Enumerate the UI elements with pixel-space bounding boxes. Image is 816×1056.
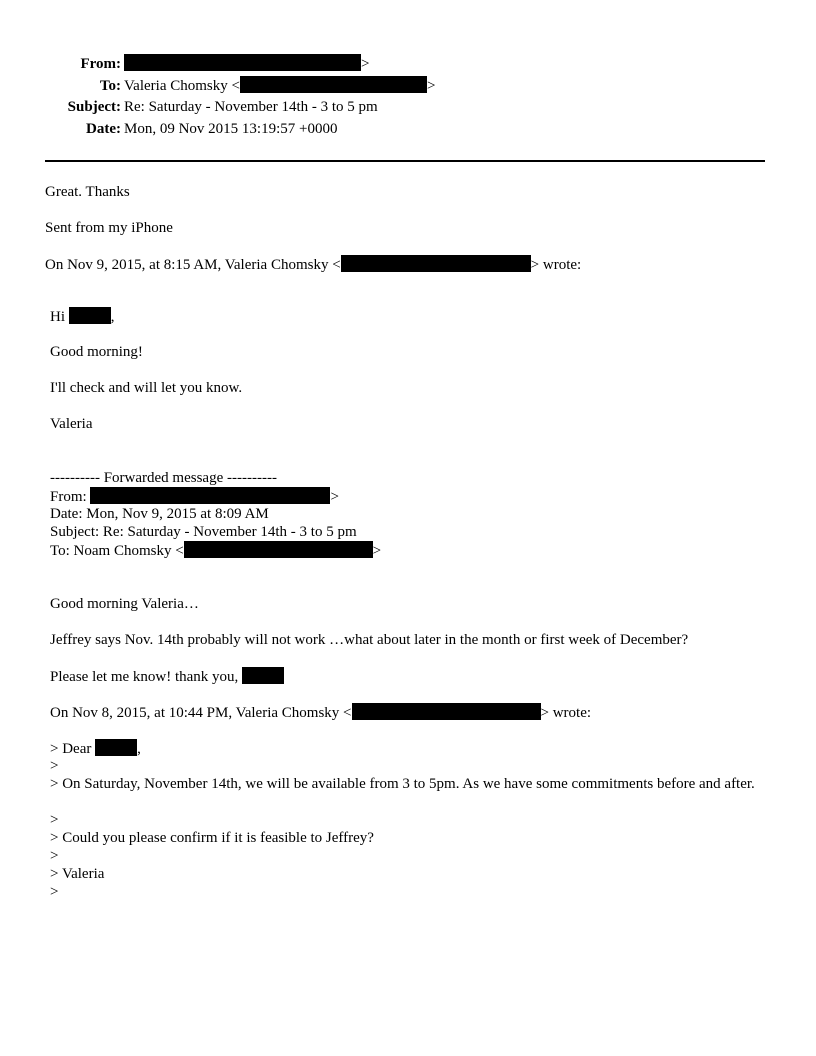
forwarded-from-prefix: From: bbox=[50, 489, 87, 505]
quoted-marker: > bbox=[50, 758, 59, 774]
header-from-row bbox=[0, 54, 369, 72]
reply-line-2: Sent from my iPhone bbox=[45, 220, 173, 236]
forwarded-to-prefix: To: Noam Chomsky < bbox=[50, 543, 184, 559]
reply-attribution bbox=[45, 255, 581, 273]
reply-line-1: Great. Thanks bbox=[45, 184, 130, 200]
subject-label: Subject: bbox=[67, 99, 121, 115]
forwarded-date: Date: Mon, Nov 9, 2015 at 8:09 AM bbox=[50, 506, 269, 522]
to-suffix: > bbox=[426, 78, 436, 94]
quoted-dear bbox=[50, 739, 141, 757]
from-suffix: > bbox=[361, 56, 370, 72]
forwarded-body-greeting: Good morning Valeria… bbox=[50, 596, 199, 612]
valeria-greeting bbox=[50, 307, 115, 325]
quoted-dear-prefix: > Dear bbox=[50, 741, 92, 757]
valeria-line-1: Good morning! bbox=[50, 344, 143, 360]
redaction-box bbox=[90, 487, 330, 504]
valeria-line-2: I'll check and will let you know. bbox=[50, 380, 243, 396]
valeria-signature: Valeria bbox=[50, 416, 93, 432]
forwarded-attribution-prefix: On Nov 8, 2015, at 10:44 PM, Valeria Chomsky < bbox=[50, 705, 352, 721]
greeting-suffix: , bbox=[110, 309, 115, 325]
attribution-prefix: On Nov 9, 2015, at 8:15 AM, Valeria Chomsky < bbox=[45, 257, 341, 273]
forwarded-to-suffix: > bbox=[372, 543, 382, 559]
quoted-signature: > Valeria bbox=[50, 866, 105, 882]
forwarded-body-line-2 bbox=[50, 667, 284, 685]
greeting-prefix: Hi bbox=[50, 309, 65, 325]
forwarded-body-line-1: Jeffrey says Nov. 14th probably will not work …what about later in the month or first week of December? bbox=[50, 632, 689, 648]
redaction-box bbox=[124, 54, 361, 71]
forwarded-banner: ---------- Forwarded message ---------- bbox=[50, 470, 277, 486]
to-label: To: bbox=[99, 78, 121, 94]
date-value: Mon, 09 Nov 2015 13:19:57 +0000 bbox=[124, 121, 338, 137]
from-label: From: bbox=[80, 56, 121, 72]
redaction-box bbox=[341, 255, 531, 272]
quoted-paragraph-2: > Could you please confirm if it is feasible to Jeffrey? bbox=[50, 830, 374, 846]
redaction-box bbox=[184, 541, 373, 558]
redaction-box bbox=[95, 739, 137, 756]
redaction-box bbox=[69, 307, 111, 324]
forwarded-to bbox=[50, 541, 381, 559]
to-value: Valeria Chomsky < bbox=[124, 78, 240, 94]
forwarded-body-text: Please let me know! thank you, bbox=[50, 669, 239, 685]
header-to-row bbox=[0, 76, 435, 94]
forwarded-from bbox=[50, 487, 339, 505]
header-divider bbox=[45, 160, 765, 162]
redaction-box bbox=[242, 667, 284, 684]
date-label: Date: bbox=[86, 121, 121, 137]
header-subject-row bbox=[0, 98, 378, 116]
quoted-marker: > bbox=[50, 812, 59, 828]
subject-value: Re: Saturday - November 14th - 3 to 5 pm bbox=[124, 99, 378, 115]
quoted-dear-suffix: , bbox=[137, 741, 141, 757]
forwarded-subject: Subject: Re: Saturday - November 14th - 3 to 5 pm bbox=[50, 524, 357, 540]
attribution-suffix: > wrote: bbox=[530, 257, 582, 273]
quoted-marker: > bbox=[50, 884, 59, 900]
redaction-box bbox=[240, 76, 427, 93]
forwarded-attribution-suffix: > wrote: bbox=[540, 705, 592, 721]
quoted-marker: > bbox=[50, 848, 59, 864]
quoted-paragraph-1: > On Saturday, November 14th, we will be available from 3 to 5pm. As we have some commitments before and after. bbox=[50, 776, 755, 792]
redaction-box bbox=[352, 703, 541, 720]
header-date-row bbox=[0, 120, 337, 138]
forwarded-from-suffix: > bbox=[330, 489, 339, 505]
forwarded-attribution bbox=[50, 703, 591, 721]
